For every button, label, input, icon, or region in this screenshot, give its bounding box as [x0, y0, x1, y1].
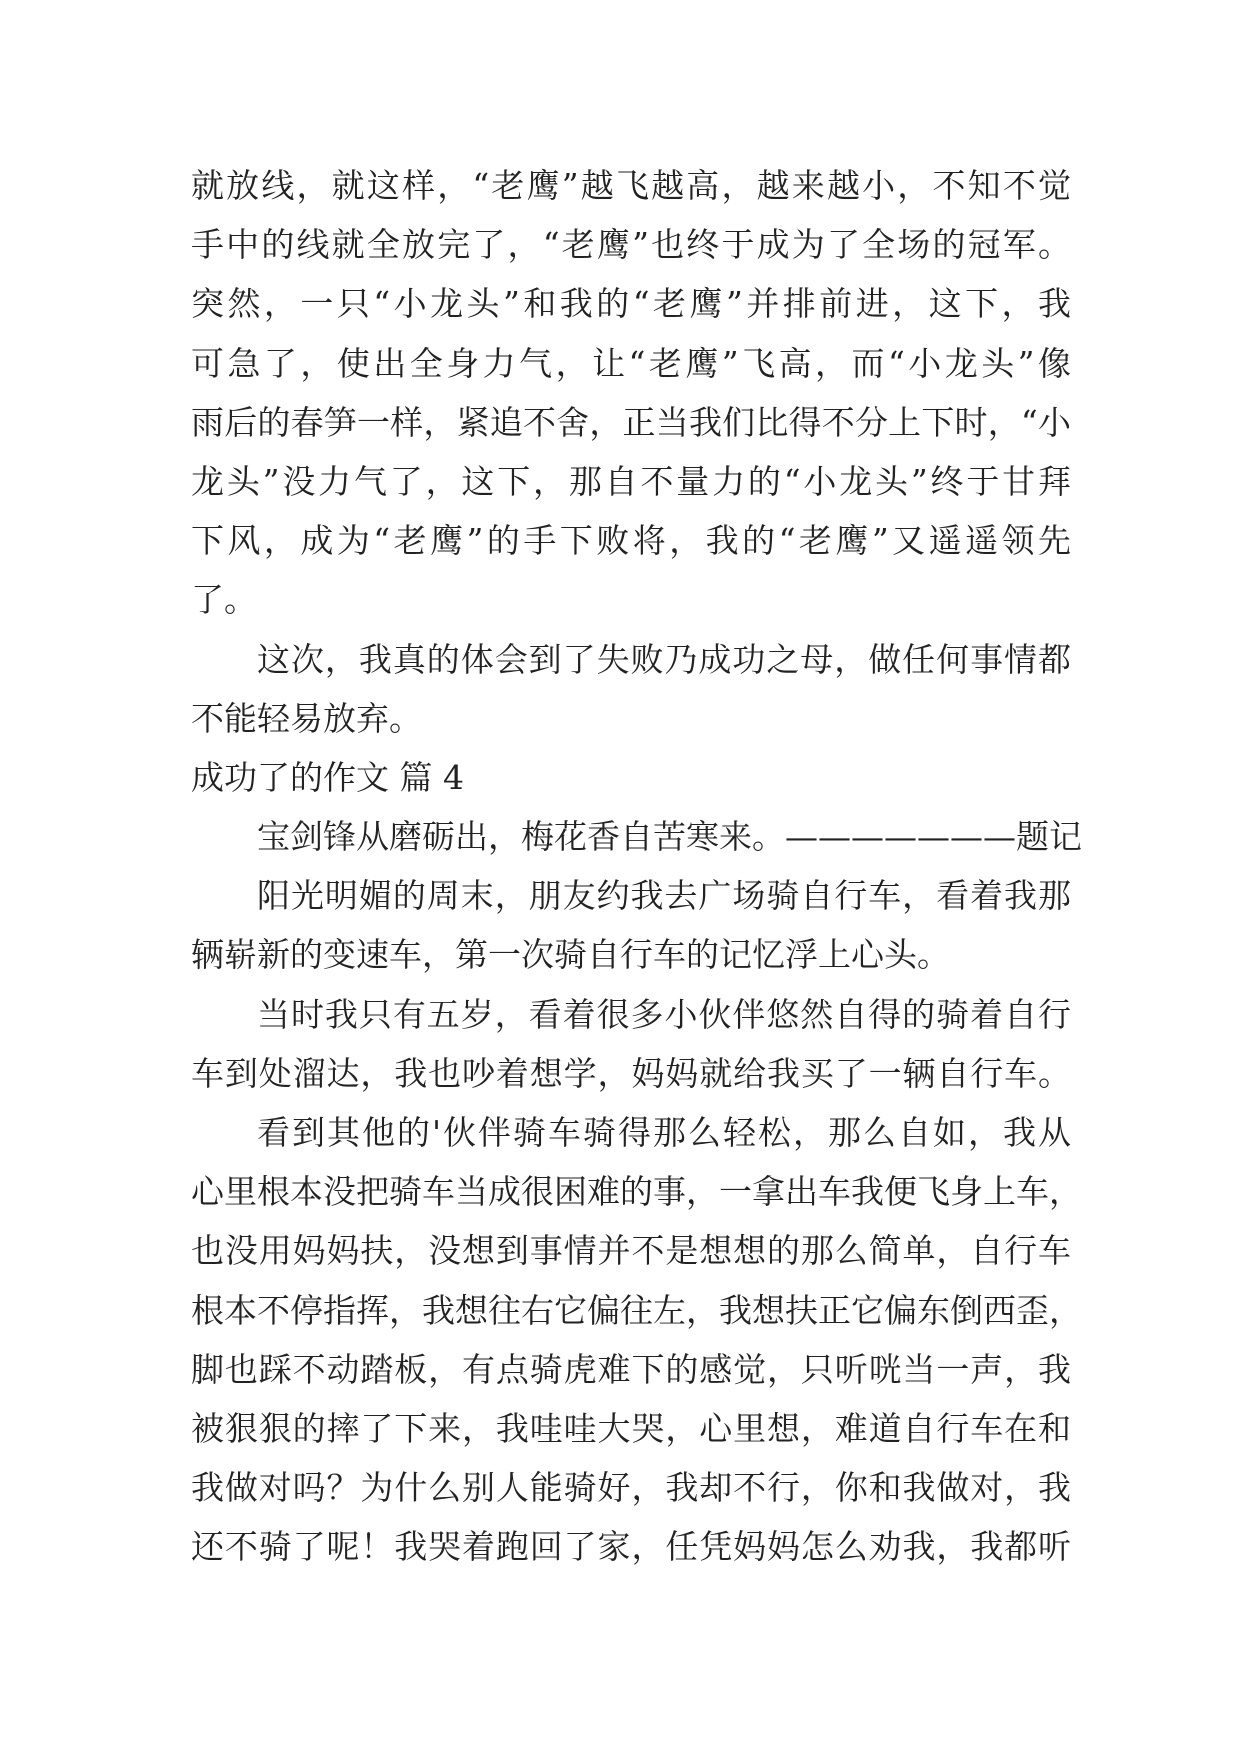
section-heading: 成功了的作文 篇 4	[191, 757, 464, 797]
text-line: 根本不停指挥，我想往右它偏往左，我想扶正它偏东倒西歪，	[191, 1290, 1082, 1330]
text-line: 阳光明媚的周末，朋友约我去广场骑自行车，看着我那	[257, 876, 1071, 916]
text-line: 我做对吗？为什么别人能骑好，我却不行，你和我做对，我	[191, 1468, 1071, 1508]
text-line: 雨后的春笋一样，紧追不舍，正当我们比得不分上下时，“小	[191, 402, 1071, 442]
text-line: 龙头”没力气了，这下，那自不量力的“小龙头”终于甘拜	[191, 461, 1071, 501]
text-line: 了。	[191, 580, 257, 620]
body-text	[191, 156, 1082, 1577]
text-line: 被狠狠的摔了下来，我哇哇大哭，心里想，难道自行车在和	[191, 1408, 1071, 1448]
text-line: 当时我只有五岁，看着很多小伙伴悠然自得的骑着自行	[257, 994, 1071, 1034]
text-line: 手中的线就全放完了，“老鹰”也终于成为了全场的冠军。	[191, 225, 1071, 265]
text-line: 突然，一只“小龙头”和我的“老鹰”并排前进，这下，我	[191, 284, 1071, 324]
text-line: 也没用妈妈扶，没想到事情并不是想想的那么简单，自行车	[191, 1231, 1071, 1271]
text-line: 看到其他的'伙伴骑车骑得那么轻松，那么自如，我从	[257, 1113, 1071, 1152]
text-line: 可急了，使出全身力气，让“老鹰”飞高，而“小龙头”像	[191, 343, 1071, 383]
text-line: 这次，我真的体会到了失败乃成功之母，做任何事情都	[257, 639, 1071, 679]
text-line: 不能轻易放弃。	[191, 698, 422, 738]
text-line: 心里根本没把骑车当成很困难的事，一拿出车我便飞身上车，	[191, 1172, 1082, 1212]
text-line: 辆崭新的变速车，第一次骑自行车的记忆浮上心头。	[191, 935, 950, 975]
text-line: 就放线，就这样，“老鹰”越飞越高，越来越小，不知不觉	[191, 166, 1071, 205]
text-line: 脚也踩不动踏板，有点骑虎难下的感觉，只听咣当一声，我	[191, 1349, 1071, 1389]
text-line: 还不骑了呢！我哭着跑回了家，任凭妈妈怎么劝我，我都听	[191, 1527, 1071, 1567]
text-line: 车到处溜达，我也吵着想学，妈妈就给我买了一辆自行车。	[191, 1053, 1071, 1093]
text-line: 下风，成为“老鹰”的手下败将，我的“老鹰”又遥遥领先	[191, 521, 1071, 561]
text-line: 宝剑锋从磨砺出，梅花香自苦寒来。———————题记	[257, 817, 1082, 857]
